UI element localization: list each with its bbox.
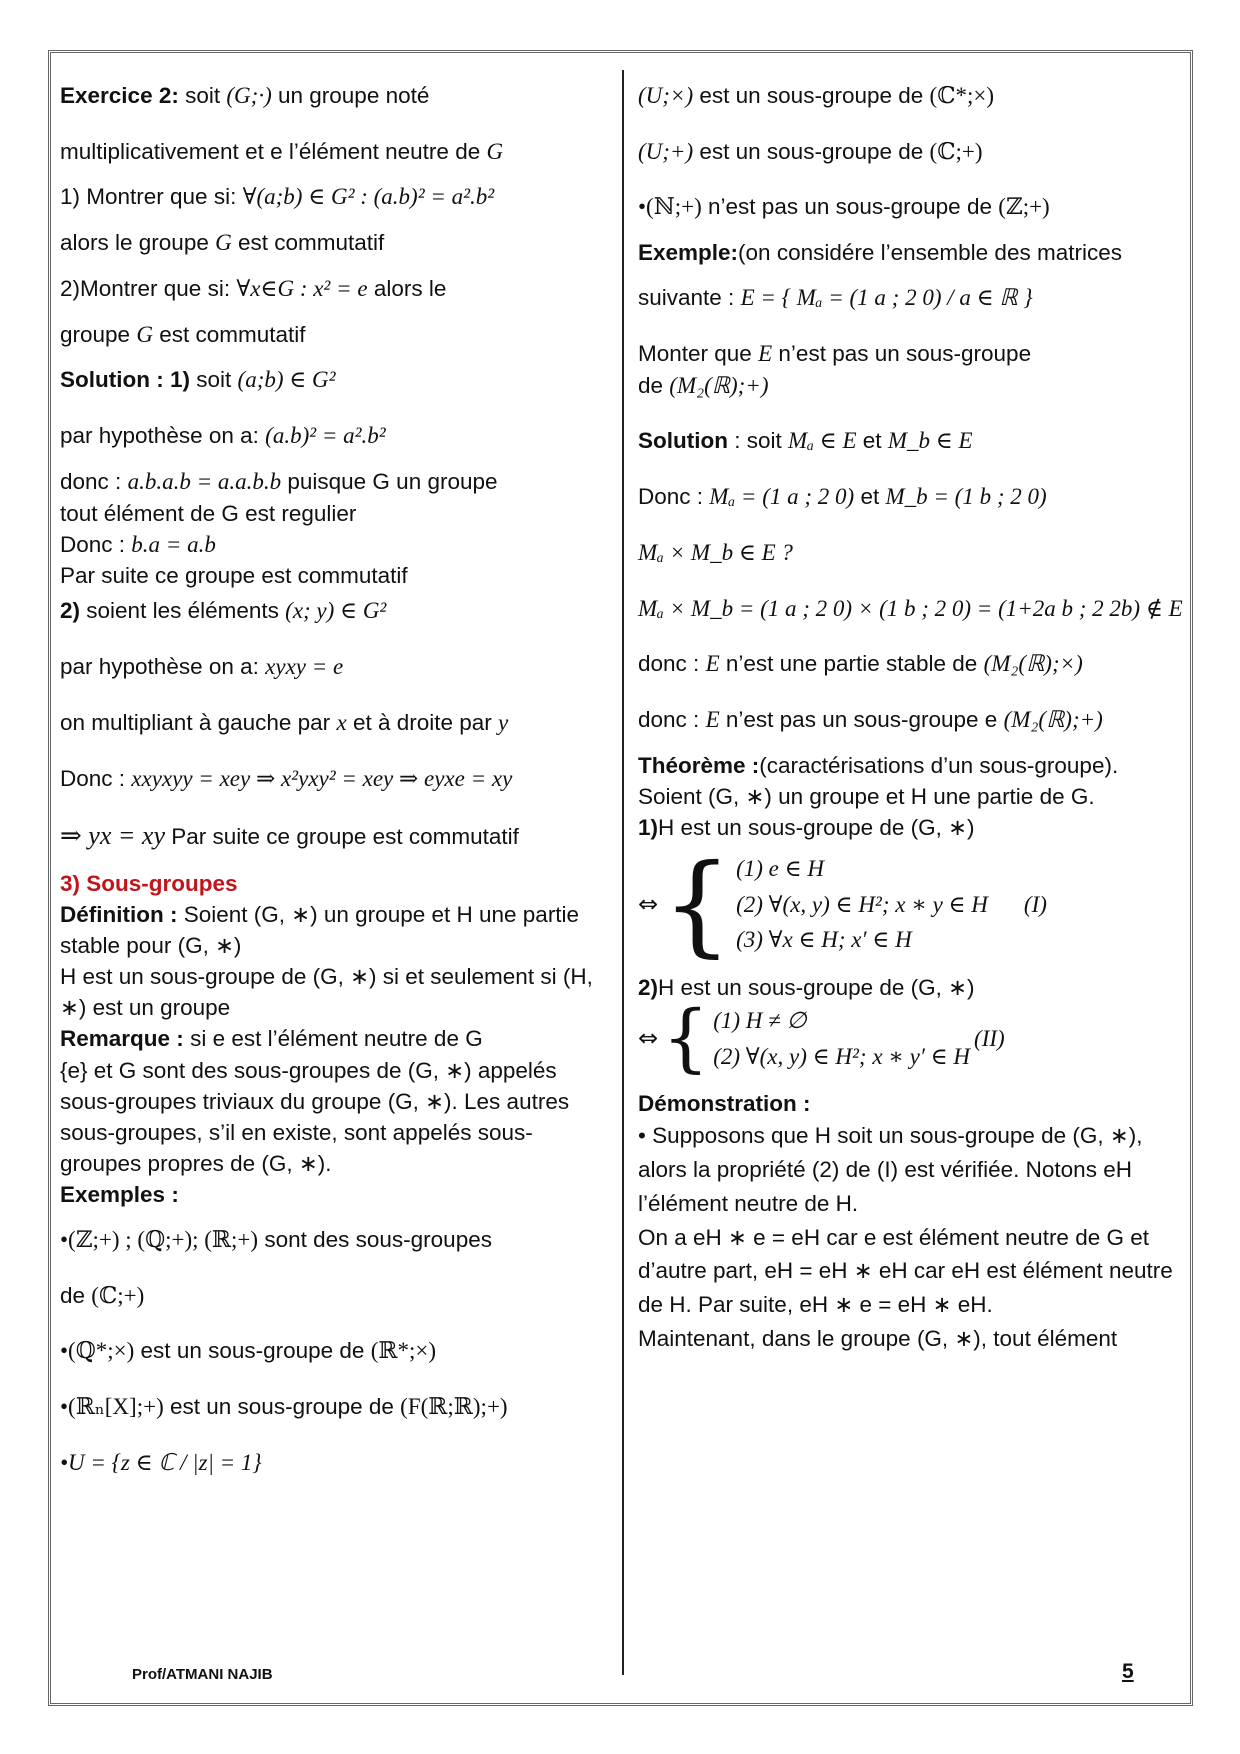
matrix-example-heading: Exemple:(on considére l’ensemble des matrices: [638, 240, 1122, 266]
demonstration-text: • Supposons que H soit un sous-groupe de (G, ∗), alors la propriété (2) de (I) est vérifiée. Notons eH l’élément neutre de H.: [638, 1123, 1143, 1216]
system-I: [638, 839, 1186, 968]
system-I-body: (1) e ∈ H (2) ∀(x, y) ∈ H²; x ∗ y ∈ H (I) (3) ∀x ∈ H; x′ ∈ H: [736, 856, 1047, 953]
equivalence-arrow: ⇔: [638, 1024, 659, 1053]
right-column: [638, 80, 1186, 1356]
donc-3: Donc : xxyxyy = xey ⇒ x²yxy² = xey ⇒ eyxe = xy: [60, 765, 513, 791]
criterion-2-heading: 2)H est un sous-groupe de (G, ∗): [638, 974, 975, 1000]
donc-1: donc : a.b.a.b = a.a.b.b puisque G un groupe: [60, 468, 498, 494]
column-divider: [622, 70, 624, 1675]
question-1-line-2: alors le groupe G est commutatif: [60, 230, 385, 256]
product-computation: Mₐ × M_b = (1 a ; 2 0) × (1 b ; 2 0) = (1+2a b ; 2 2b) ∉ E: [638, 595, 1183, 621]
example-1: •(ℤ;+) ; (ℚ;+); (ℝ;+) sont des sous-groupes: [60, 1226, 492, 1252]
definition: Définition : Soient (G, ∗) un groupe et H une partie stable pour (G, ∗): [60, 902, 580, 959]
equivalence-arrow: ⇔: [638, 889, 659, 918]
remark: Remarque : si e est l’élément neutre de G: [60, 1026, 483, 1052]
donc-2: Donc : b.a = a.b: [60, 531, 216, 557]
criterion-1-heading: 1)H est un sous-groupe de (G, ∗): [638, 814, 975, 840]
solution-2-heading: 2) soient les éléments (x; y) ∈ G²: [60, 598, 387, 624]
not-stable-line: donc : E n’est une partie stable de (M₂(ℝ);×): [638, 651, 1083, 677]
matrix-set-definition: suivante : E = { Mₐ = (1 a ; 2 0) / a ∈ ℝ }: [638, 285, 1033, 311]
hypothesis-1: par hypothèse on a: (a.b)² = a².b²: [60, 423, 386, 449]
multiply-line: on multipliant à gauche par x et à droite par y: [60, 709, 509, 735]
left-brace: {: [662, 995, 710, 1082]
author-footer: Prof/ATMANI NAJIB: [132, 1666, 273, 1683]
hypothesis-2: par hypothèse on a: xyxy = e: [60, 654, 344, 680]
conclusion-2: ⇒ yx = xy Par suite ce groupe est commutatif: [60, 821, 519, 851]
examples-heading: Exemples :: [60, 1181, 179, 1207]
not-subgroup-line: donc : E n’est pas un sous-groupe e (M₂(ℝ);+): [638, 707, 1103, 733]
theorem-statement: Soient (G, ∗) un groupe et H une partie de G.: [638, 783, 1095, 809]
left-brace: {: [662, 839, 733, 968]
u-mult-example: (U;×) est un sous-groupe de (ℂ*;×): [638, 83, 995, 108]
question-2-line-2: groupe G est commutatif: [60, 321, 306, 347]
demonstration-text-3: Maintenant, dans le groupe (G, ∗), tout élément: [638, 1325, 1118, 1351]
remark-2: {e} et G sont des sous-groupes de (G, ∗) appelés sous-groupes triviaux du groupe (G, ∗). Les autres sous-groupes, s’il en existe, sont appelés sous-groupes propres de (G, ∗).: [60, 1057, 570, 1176]
definition-2: H est un sous-groupe de (G, ∗) si et seulement si (H, ∗) est un groupe: [60, 964, 593, 1021]
monter-line-2: de (M₂(ℝ);+): [638, 372, 769, 398]
conclusion-1: Par suite ce groupe est commutatif: [60, 563, 408, 589]
solution-1-heading: Solution : 1) soit (a;b) ∈ G²: [60, 367, 336, 393]
question-1: 1) Montrer que si: ∀(a;b) ∈ G² : (a.b)² = a².b²: [60, 184, 495, 210]
left-column: [60, 80, 605, 1478]
demonstration-text-2: On a eH ∗ e = eH car e est élément neutre de G et d’autre part, eH = eH ∗ eH car eH est élément neutre de H. Par suite, eH ∗ e = eH ∗ eH.: [638, 1224, 1173, 1318]
section-heading: 3) Sous-groupes: [60, 871, 238, 897]
system-II: [638, 995, 1186, 1082]
exercise-statement: Exercice 2: soit (G;·) un groupe noté: [60, 83, 430, 108]
theorem-heading: Théorème :(caractérisations d’un sous-groupe).: [638, 752, 1119, 778]
regulier-line: tout élément de G est regulier: [60, 500, 357, 526]
matrix-solution-heading: Solution : soit Mₐ ∈ E et M_b ∈ E: [638, 428, 973, 454]
example-4: •U = {z ∈ ℂ / |z| = 1}: [60, 1449, 262, 1475]
matrices-definition: Donc : Mₐ = (1 a ; 2 0) et M_b = (1 b ; 2 0): [638, 484, 1047, 510]
demonstration-heading: Démonstration :: [638, 1091, 811, 1117]
product-question: Mₐ × M_b ∈ E ?: [638, 539, 793, 565]
system-II-body: (1) H ≠ ∅ (2) ∀(x, y) ∈ H²; x ∗ y′ ∈ H(II): [713, 1007, 1005, 1069]
n-example: •(ℕ;+) n’est pas un sous-groupe de (ℤ;+): [638, 194, 1050, 220]
monter-line: Monter que E n’est pas un sous-groupe: [638, 340, 1032, 366]
example-1b: de (ℂ;+): [60, 1282, 145, 1308]
exercise-line-2: multiplicativement et e l’élément neutre de G: [60, 138, 504, 164]
example-2: •(ℚ*;×) est un sous-groupe de (ℝ*;×): [60, 1338, 437, 1364]
question-2: 2)Montrer que si: ∀x∈G : x² = e alors le: [60, 275, 447, 301]
example-3: •(ℝₙ[X];+) est un sous-groupe de (F(ℝ;ℝ);+): [60, 1393, 508, 1419]
page-number: 5: [1122, 1660, 1134, 1683]
u-add-example: (U;+) est un sous-groupe de (ℂ;+): [638, 138, 983, 164]
